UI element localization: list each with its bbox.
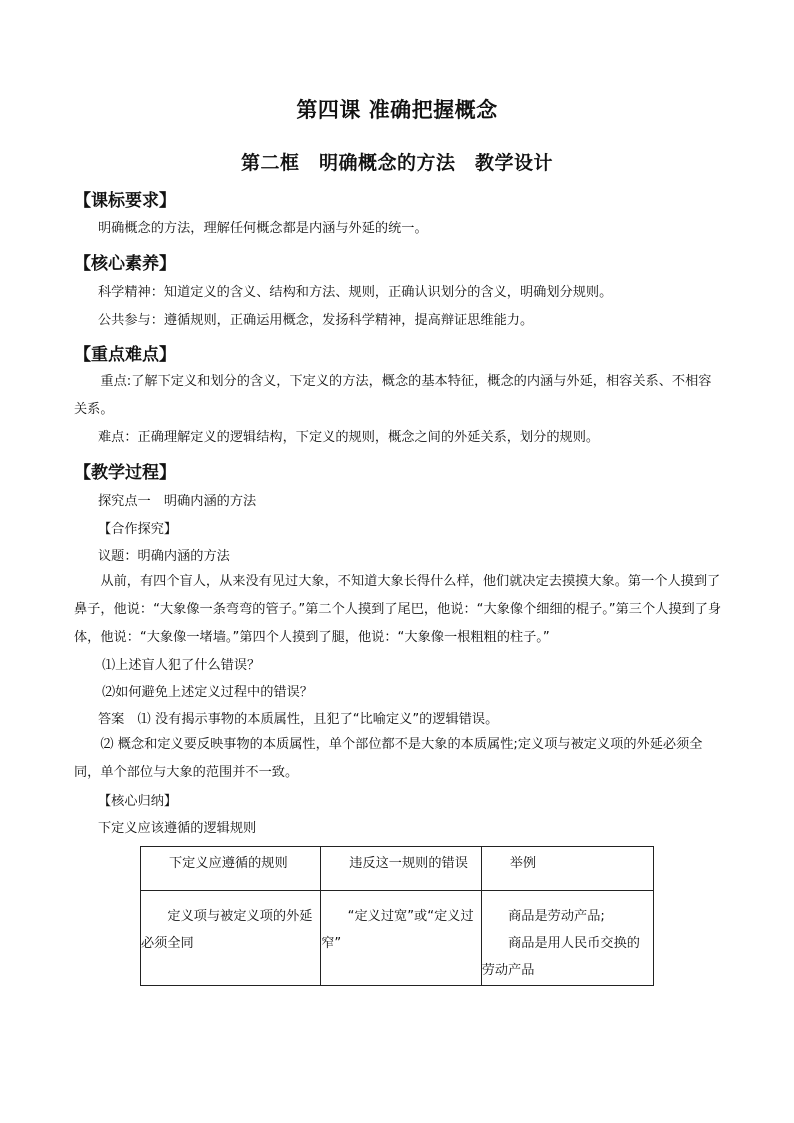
- page-subtitle: 第二框 明确概念的方法 教学设计: [240, 152, 553, 174]
- topic-text: 议题：明确内涵的方法: [98, 549, 230, 564]
- literacy-line1: 科学精神：知道定义的含义、结构和方法、规则，正确认识划分的含义，明确划分规则。: [98, 285, 613, 300]
- table-header-row: [141, 847, 654, 891]
- story-text: 从前，有四个盲人，从来没有见过大象，不知道大象长得什么样，他们就决定去摸摸大象。第一个人摸到了鼻子，他说：“大象像一条弯弯的管子。”第二个人摸到了尾巴，他说：“大象像个细细的棍子。”第三个人摸到了身体，他说：“大象像一堵墙。”第四个人摸到了腿，他说：“大象像一根粗粗的柱子。”: [74, 574, 722, 645]
- standards-text: 明确概念的方法，理解任何概念都是内涵与外延的统一。: [98, 221, 428, 236]
- heading-process: 【教学过程】: [74, 463, 176, 483]
- answer-1: 答案 ⑴ 没有揭示事物的本质属性，且犯了“比喻定义”的逻辑错误。: [98, 712, 499, 727]
- table-header-cell: [321, 847, 481, 891]
- rules-table: [140, 846, 654, 986]
- difficult-point-text: 难点：正确理解定义的逻辑结构，下定义的规则，概念之间的外延关系，划分的规则。: [98, 430, 600, 445]
- header-rule: 下定义应遵循的规则: [169, 856, 288, 871]
- table-row: [141, 891, 654, 986]
- question-1: ⑴上述盲人犯了什么错误？: [102, 658, 261, 673]
- summary-label: 【核心归纳】: [98, 794, 178, 809]
- table-cell-rule: [141, 891, 321, 986]
- header-example: 举例: [509, 856, 537, 871]
- question-2: ⑵如何避免上述定义过程中的错误？: [102, 685, 313, 700]
- cell-rule-text: 定义项与被定义项的外延必须全同: [141, 909, 313, 951]
- table-caption: 下定义应该遵循的逻辑规则: [98, 821, 257, 836]
- heading-literacy: 【核心素养】: [74, 254, 176, 274]
- table-cell-example: [481, 891, 653, 986]
- table-header-cell: [141, 847, 321, 891]
- heading-key-points: 【重点难点】: [74, 345, 176, 365]
- literacy-line2: 公共参与：遵循规则，正确运用概念，发扬科学精神，提高辩证思维能力。: [98, 313, 534, 328]
- table-cell-error: [321, 891, 481, 986]
- cell-error-text: “定义过宽”或“定义过窄”: [321, 909, 474, 951]
- explore-point: 探究点一 明确内涵的方法: [98, 494, 257, 509]
- cell-example-1: 商品是劳动产品;: [508, 909, 605, 924]
- heading-standards: 【课标要求】: [74, 191, 176, 211]
- cooperate-label: 【合作探究】: [98, 522, 178, 537]
- table-header-cell: [481, 847, 653, 891]
- header-error: 违反这一规则的错误: [349, 856, 468, 871]
- cell-example-2: 商品是用人民币交换的劳动产品: [481, 936, 640, 978]
- answer-2: ⑵ 概念和定义要反映事物的本质属性，单个部位都不是大象的本质属性;定义项与被定义项的外延必须全同，单个部位与大象的范围并不一致。: [74, 737, 703, 780]
- key-point-text: 重点:了解下定义和划分的含义，下定义的方法，概念的基本特征，概念的内涵与外延，相容关系、不相容关系。: [74, 374, 712, 417]
- page-title: 第四课 准确把握概念: [296, 97, 498, 122]
